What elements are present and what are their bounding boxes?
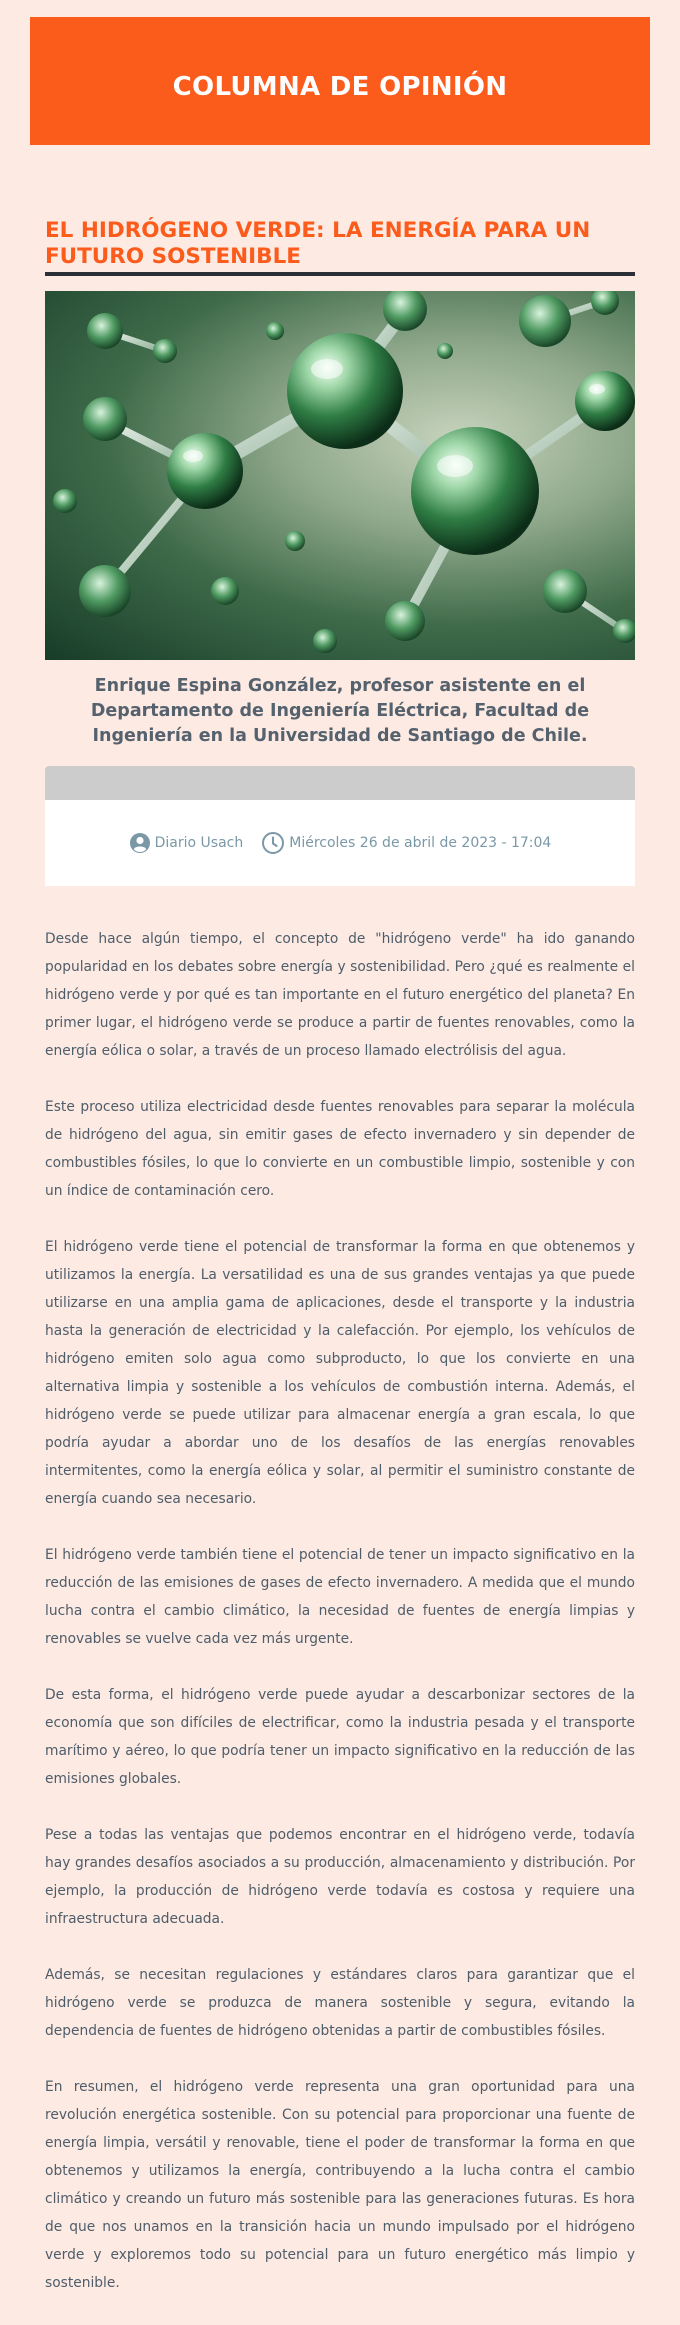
paragraph: Además, se necesitan regulaciones y estándares claros para garantizar que el hidrógeno verde se produzca de manera sostenible y segura, evitando la dependencia de fuentes de hidrógeno obtenidas a partir de combustibles fósiles. [45, 1967, 635, 2039]
header-banner [30, 17, 650, 145]
paragraph: El hidrógeno verde también tiene el potencial de tener un impacto significativo en la reducción de las emisiones de gases de efecto invernadero. A medida que el mundo lucha contra el cambio climático, la necesidad de fuentes de energía limpias y renovables se vuelve cada vez más urgente. [45, 1547, 635, 1647]
publish-date: Miércoles 26 de abril de 2023 - 17:04 [289, 835, 552, 851]
user-icon [129, 832, 151, 854]
hydrogen-molecules-image [45, 291, 635, 660]
paragraph: El hidrógeno verde tiene el potencial de transformar la forma en que obtenemos y utilizamos la energía. La versatilidad es una de sus grandes ventajas ya que puede utilizarse en una amplia gama de aplicaciones, desde el transporte y la industria hasta la generación de electricidad y la calefacción. Por ejemplo, los vehículos de hidrógeno emiten solo agua como subproducto, lo que los convierte en una alternativa limpia y sostenible a los vehículos de combustión interna. Además, el hidrógeno verde se puede utilizar para almacenar energía a gran escala, lo que podría ayudar a abordar uno de los desafíos de las energías renovables intermitentes, como la energía eólica y solar, al permitir el suministro constante de energía cuando sea necesario. [45, 1239, 635, 1507]
paragraph: Este proceso utiliza electricidad desde fuentes renovables para separar la molécula de hidrógeno del agua, sin emitir gases de efecto invernadero y sin depender de combustibles fósiles, lo que lo convierte en un combustible limpio, sostenible y con un índice de contaminación cero. [45, 1099, 635, 1199]
section-title: COLUMNA DE OPINIÓN [172, 72, 508, 102]
article-meta [45, 800, 635, 886]
paragraph: Pese a todas las ventajas que podemos encontrar en el hidrógeno verde, todavía hay grandes desafíos asociados a su producción, almacenamiento y distribución. Por ejemplo, la producción de hidrógeno verde todavía es costosa y requiere una infraestructura adecuada. [45, 1827, 635, 1927]
paragraph: Desde hace algún tiempo, el concepto de "hidrógeno verde" ha ido ganando popularidad en los debates sobre energía y sostenibilidad. Pero ¿qué es realmente el hidrógeno verde y por qué es tan importante en el futuro energético del planeta? En primer lugar, el hidrógeno verde se produce a partir de fuentes renovables, como la energía eólica o solar, a través de un proceso llamado electrólisis del agua. [45, 931, 635, 1059]
meta-header-bar [45, 766, 635, 800]
source-name: Diario Usach [154, 835, 244, 851]
paragraph: De esta forma, el hidrógeno verde puede ayudar a descarbonizar sectores de la economía que son difíciles de electrificar, como la industria pesada y el transporte marítimo y aéreo, lo que podría tener un impacto significativo en la reducción de las emisiones globales. [45, 1687, 635, 1787]
title-divider [45, 272, 635, 276]
clock-icon [261, 831, 285, 855]
author-byline: Enrique Espina González, profesor asistente en el Departamento de Ingeniería Eléctrica, Facultad de Ingeniería en la Universidad de Santiago de Chile. [90, 676, 590, 746]
article-title: EL HIDRÓGENO VERDE: LA ENERGÍA PARA UN FUTURO SOSTENIBLE [45, 218, 591, 269]
article-body [45, 925, 635, 2325]
meta-date [261, 831, 551, 855]
meta-source [129, 832, 244, 854]
paragraph: En resumen, el hidrógeno verde representa una gran oportunidad para una revolución energética sostenible. Con su potencial para proporcionar una fuente de energía limpia, versátil y renovable, tiene el poder de transformar la forma en que obtenemos y utilizamos la energía, contribuyendo a la lucha contra el cambio climático y creando un futuro más sostenible para las generaciones futuras. Es hora de que nos unamos en la transición hacia un mundo impulsado por el hidrógeno verde y exploremos todo su potencial para un futuro energético más limpio y sostenible. [45, 2079, 635, 2291]
